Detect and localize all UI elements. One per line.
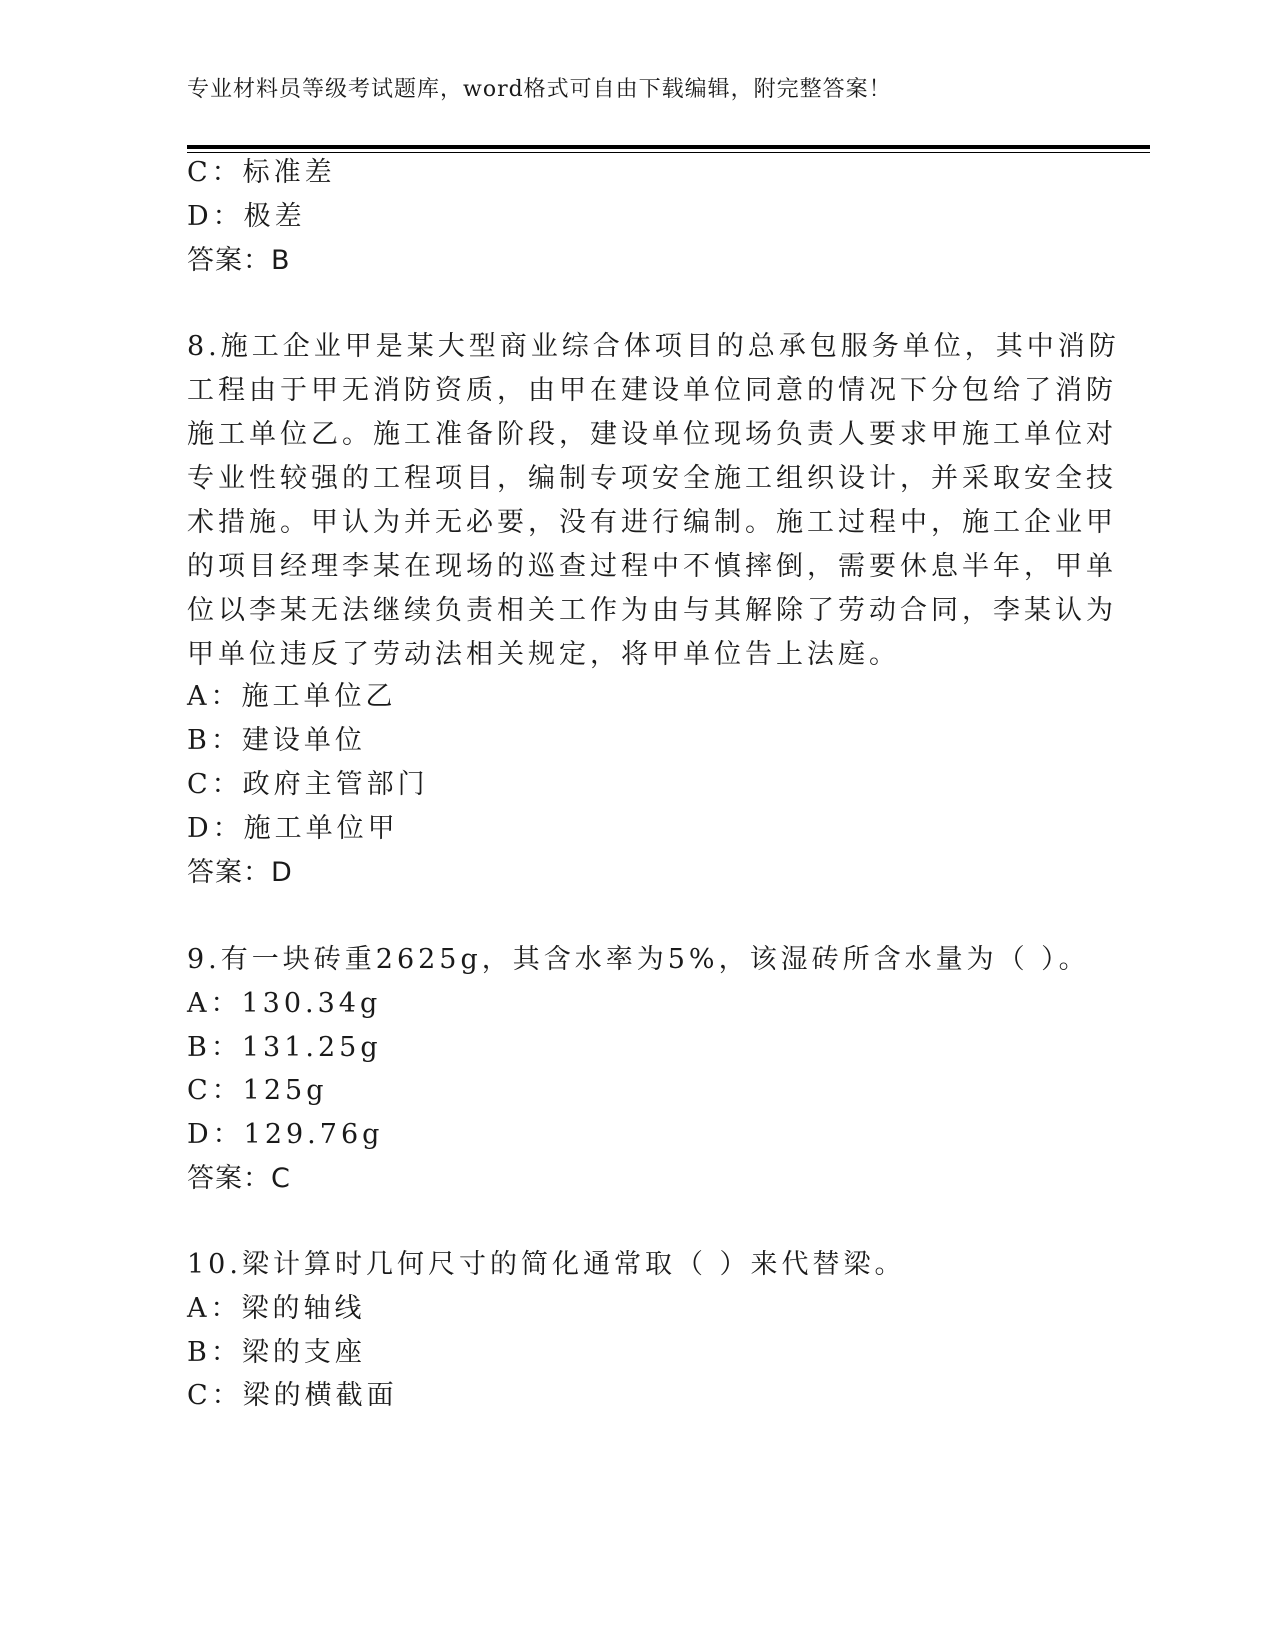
question-10-stem: 10.梁计算时几何尺寸的简化通常取（ ）来代替梁。 <box>187 1249 906 1280</box>
option-c: C：政府主管部门 <box>187 769 429 800</box>
option-b: B：131.25g <box>187 1032 382 1063</box>
question-9-stem: 9.有一块砖重2625g，其含水率为5%，该湿砖所含水量为（ ）。 <box>187 944 1090 975</box>
question-8-line: 甲单位违反了劳动法相关规定，将甲单位告上法庭。 <box>187 639 900 670</box>
question-8-line: 施工单位乙。施工准备阶段，建设单位现场负责人要求甲施工单位对 <box>187 419 1117 450</box>
question-8-line: 的项目经理李某在现场的巡查过程中不慎摔倒，需要休息半年，甲单 <box>187 551 1117 582</box>
option-b: B：建设单位 <box>187 725 366 756</box>
question-8-line: 位以李某无法继续负责相关工作为由与其解除了劳动合同，李某认为 <box>187 595 1117 626</box>
option-a: A：梁的轴线 <box>187 1293 366 1324</box>
answer-line: 答案：C <box>187 1163 291 1194</box>
option-a: A：130.34g <box>187 988 382 1019</box>
option-c: C：125g <box>187 1075 328 1106</box>
option-d: D：施工单位甲 <box>187 813 399 844</box>
answer-line: 答案：D <box>187 857 293 888</box>
header-rule-thick <box>187 145 1150 149</box>
option-c: C：标准差 <box>187 157 336 188</box>
question-8-line: 术措施。甲认为并无必要，没有进行编制。施工过程中，施工企业甲 <box>187 507 1117 538</box>
question-8-line: 8.施工企业甲是某大型商业综合体项目的总承包服务单位，其中消防 <box>187 331 1120 362</box>
answer-line: 答案：B <box>187 245 291 276</box>
option-a: A：施工单位乙 <box>187 681 397 712</box>
option-d: D：129.76g <box>187 1119 384 1150</box>
option-b: B：梁的支座 <box>187 1337 366 1368</box>
option-c: C：梁的横截面 <box>187 1380 398 1411</box>
header-rule-thin <box>187 152 1150 153</box>
question-8-line: 专业性较强的工程项目，编制专项安全施工组织设计，并采取安全技 <box>187 463 1117 494</box>
option-d: D：极差 <box>187 201 306 232</box>
page-header: 专业材料员等级考试题库，word格式可自由下载编辑，附完整答案！ <box>187 77 892 102</box>
question-8-line: 工程由于甲无消防资质，由甲在建设单位同意的情况下分包给了消防 <box>187 375 1117 406</box>
